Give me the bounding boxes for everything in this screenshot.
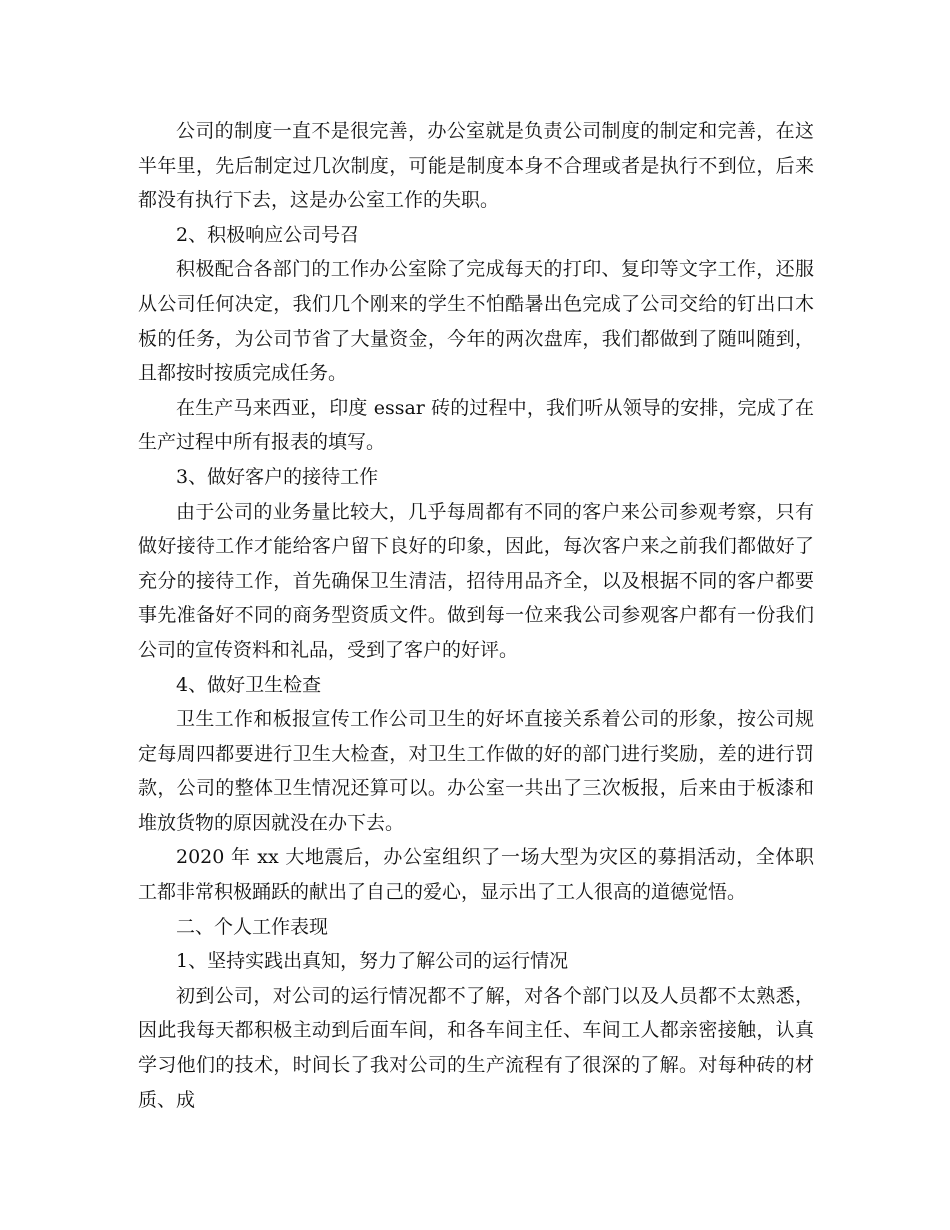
paragraph-earthquake-donation: 2020 年 xx 大地震后，办公室组织了一场大型为灾区的募捐活动，全体职工都非常积极踊跃的献出了自己的爱心，显示出了工人很高的道德觉悟。 <box>138 846 814 904</box>
section-heading-personal-performance: 二、个人工作表现 <box>176 915 329 938</box>
section-heading-respond-company-call: 2、积极响应公司号召 <box>176 223 360 246</box>
paragraph-customer-reception: 由于公司的业务量比较大，几乎每周都有不同的客户来公司参观考察，只有做好接待工作才能给客户留下良好的印象，因此，每次客户来之前我们都做好了充分的接待工作，首先确保卫生清洁，招待用品齐全，以及根据不同的客户都要事先准备好不同的商务型资质文件。做到每一位来我公司参观客户都有一份我们公司的宣传资料和礼品，受到了客户的好评。 <box>138 500 814 661</box>
paragraph-learning-operations: 初到公司，对公司的运行情况都不了解，对各个部门以及人员都不太熟悉，因此我每天都积极主动到后面车间，和各车间主任、车间工人都亲密接触，认真学习他们的技术，时间长了我对公司的生产流程有了很深的了解。对每种砖的材质、成 <box>138 984 814 1111</box>
section-heading-customer-reception: 3、做好客户的接待工作 <box>176 465 379 488</box>
subsection-heading-practice: 1、坚持实践出真知，努力了解公司的运行情况 <box>176 950 569 973</box>
paragraph-hygiene-inspection: 卫生工作和板报宣传工作公司卫生的好坏直接关系着公司的形象，按公司规定每周四都要进行卫生大检查，对卫生工作做的好的部门进行奖励，差的进行罚款，公司的整体卫生情况还算可以。办公室一共出了三次板报，后来由于板漆和堆放货物的原因就没在办下去。 <box>138 708 814 834</box>
paragraph-system-improvement: 公司的制度一直不是很完善，办公室就是负责公司制度的制定和完善，在这半年里，先后制定过几次制度，可能是制度本身不合理或者是执行不到位，后来都没有执行下去，这是办公室工作的失职。 <box>138 120 814 212</box>
document-body <box>138 114 814 1117</box>
paragraph-cooperate-departments: 积极配合各部门的工作办公室除了完成每天的打印、复印等文字工作，还服从公司任何决定，我们几个刚来的学生不怕酷暑出色完成了公司交给的钉出口木板的任务，为公司节省了大量资金，今年的两次盘库，我们都做到了随叫随到，且都按时按质完成任务。 <box>138 258 814 385</box>
section-heading-hygiene-inspection: 4、做好卫生检查 <box>176 673 322 696</box>
paragraph-production-reports: 在生产马来西亚，印度 essar 砖的过程中，我们听从领导的安排，完成了在生产过程中所有报表的填写。 <box>138 396 814 454</box>
